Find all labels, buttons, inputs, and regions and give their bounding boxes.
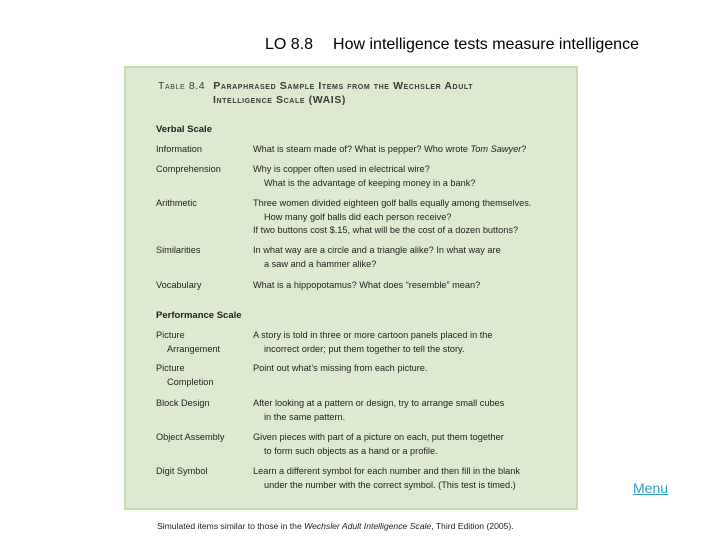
row-label: Object Assembly <box>156 432 225 442</box>
wais-table-panel <box>124 66 578 510</box>
performance-scale-heading: Performance Scale <box>156 310 242 321</box>
table-title-line2: Intelligence Scale (WAIS) <box>213 94 347 106</box>
row-description: Why is copper often used in electrical wire? What is the advantage of keeping money in a bank? <box>253 164 476 188</box>
table-number: Table 8.4 <box>158 80 206 92</box>
lo-number: LO 8.8 <box>265 36 314 53</box>
row-description: Point out what’s missing from each picture. <box>253 363 428 373</box>
row-label: Information <box>156 144 202 154</box>
row-description: What is steam made of? What is pepper? Who wrote Tom Sawyer? <box>253 144 527 154</box>
row-label: Arithmetic <box>156 198 197 208</box>
row-label: Block Design <box>156 398 210 408</box>
source-note: Simulated items similar to those in the Wechsler Adult Intelligence Scale, Third Edition (2005). <box>157 521 514 531</box>
row-description: Three women divided eighteen golf balls equally among themselves. How many golf balls did each person receive? If two buttons cost $.15, what will be the cost of a dozen buttons? <box>253 198 532 235</box>
slide-title <box>265 36 639 54</box>
row-label: Similarities <box>156 245 201 255</box>
slide-heading: How intelligence tests measure intelligence <box>333 36 639 53</box>
row-label: Digit Symbol <box>156 466 208 476</box>
row-label: Picture Arrangement <box>156 330 221 354</box>
row-description: Learn a different symbol for each number and then fill in the blank under the number with the correct symbol. (This test is timed.) <box>253 466 520 490</box>
table-title-line1: Paraphrased Sample Items from the Wechsler Adult <box>213 80 474 92</box>
row-description: After looking at a pattern or design, try to arrange small cubes in the same pattern. <box>253 398 505 422</box>
row-description: A story is told in three or more cartoon panels placed in the incorrect order; put them together to tell the story. <box>253 330 493 354</box>
row-label: Comprehension <box>156 164 221 174</box>
row-label: Picture Completion <box>156 363 214 387</box>
verbal-scale-heading: Verbal Scale <box>156 124 212 135</box>
row-description: What is a hippopotamus? What does “resemble” mean? <box>253 280 481 290</box>
menu-link[interactable]: Menu <box>633 480 669 496</box>
row-description: Given pieces with part of a picture on each, put them together to form such objects as a hand or a profile. <box>253 432 504 456</box>
row-description: In what way are a circle and a triangle alike? In what way are a saw and a hammer alike? <box>253 245 501 269</box>
row-label: Vocabulary <box>156 280 202 290</box>
table-heading <box>158 80 558 106</box>
